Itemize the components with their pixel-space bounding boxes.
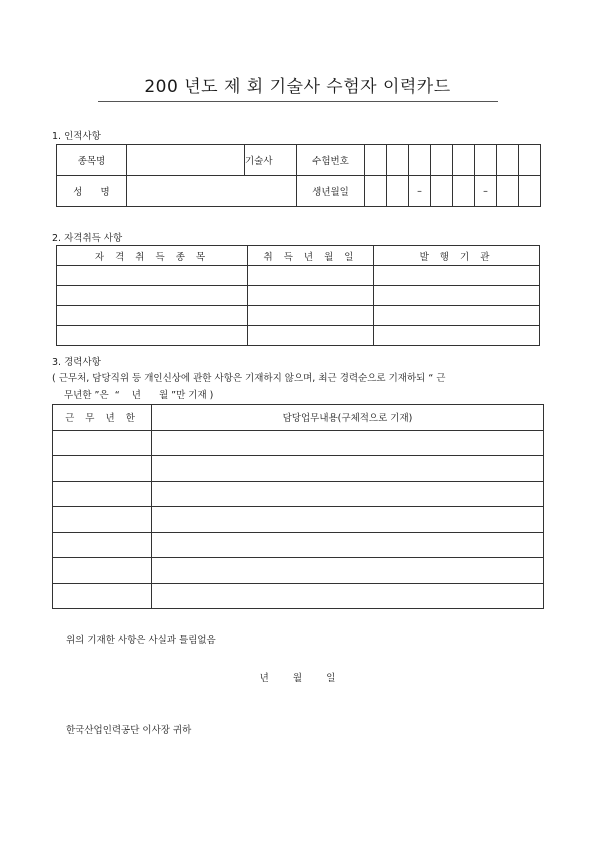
career-period-cell[interactable] bbox=[53, 430, 152, 456]
career-col-header: 근 무 년 한 bbox=[53, 405, 152, 431]
qualification-cell[interactable] bbox=[374, 326, 540, 346]
table-row bbox=[57, 326, 540, 346]
section3-heading: 3. 경력사항 bbox=[52, 357, 101, 368]
name-input[interactable] bbox=[127, 176, 297, 207]
career-duty-cell[interactable] bbox=[152, 583, 544, 609]
career-col-header: 담당업무내용(구체적으로 기재) bbox=[152, 405, 544, 431]
table-row bbox=[57, 306, 540, 326]
qualification-cell[interactable] bbox=[57, 306, 248, 326]
career-duty-cell[interactable] bbox=[152, 456, 544, 482]
qualification-table bbox=[56, 245, 540, 346]
qualification-cell[interactable] bbox=[374, 286, 540, 306]
title-underline bbox=[98, 101, 498, 102]
qualification-cell[interactable] bbox=[248, 306, 374, 326]
qualification-col-header: 자 격 취 득 종 목 bbox=[57, 246, 248, 266]
qualification-col-header: 발 행 기 관 bbox=[374, 246, 540, 266]
birth-digit[interactable] bbox=[497, 176, 519, 207]
career-duty-cell[interactable] bbox=[152, 507, 544, 533]
career-period-cell[interactable] bbox=[53, 507, 152, 533]
name-label: 성 명 bbox=[57, 176, 127, 207]
birth-digit[interactable] bbox=[453, 176, 475, 207]
career-period-cell[interactable] bbox=[53, 558, 152, 584]
birth-separator: – bbox=[409, 176, 431, 207]
table-row bbox=[53, 507, 544, 533]
career-period-cell[interactable] bbox=[53, 532, 152, 558]
field-input[interactable] bbox=[127, 145, 245, 176]
table-row bbox=[53, 532, 544, 558]
addressee-text: 한국산업인력공단 이사장 귀하 bbox=[66, 725, 192, 736]
date-line: 년 월 일 bbox=[259, 673, 336, 684]
birth-digit[interactable] bbox=[431, 176, 453, 207]
exam-no-digit[interactable] bbox=[431, 145, 453, 176]
exam-no-label: 수험번호 bbox=[297, 145, 365, 176]
section2-heading: 2. 자격취득 사항 bbox=[52, 233, 123, 244]
birth-digit[interactable] bbox=[519, 176, 541, 207]
section3-note-line2: 무년한 ”은 “ 년 월 ”만 기재 ) bbox=[64, 390, 214, 401]
table-row bbox=[53, 430, 544, 456]
qualification-cell[interactable] bbox=[57, 266, 248, 286]
exam-no-digit[interactable] bbox=[365, 145, 387, 176]
statement-text: 위의 기재한 사항은 사실과 틀림없음 bbox=[66, 635, 216, 646]
table-row bbox=[57, 266, 540, 286]
table-row bbox=[57, 286, 540, 306]
career-duty-cell[interactable] bbox=[152, 558, 544, 584]
exam-no-digit[interactable] bbox=[409, 145, 431, 176]
page-title: 200 년도 제 회 기술사 수험자 이력카드 bbox=[144, 77, 451, 97]
section3-note-line1: ( 근무처, 담당직위 등 개인신상에 관한 사항은 기재하지 않으며, 최근 경력순으로 기재하되 “ 근 bbox=[52, 373, 446, 384]
career-duty-cell[interactable] bbox=[152, 481, 544, 507]
field-suffix: 기술사 bbox=[245, 145, 297, 176]
personal-info-table bbox=[56, 144, 541, 207]
table-row bbox=[53, 558, 544, 584]
career-period-cell[interactable] bbox=[53, 583, 152, 609]
exam-no-digit[interactable] bbox=[497, 145, 519, 176]
exam-no-digit[interactable] bbox=[519, 145, 541, 176]
exam-no-digit[interactable] bbox=[387, 145, 409, 176]
career-duty-cell[interactable] bbox=[152, 430, 544, 456]
exam-no-digit[interactable] bbox=[453, 145, 475, 176]
career-duty-cell[interactable] bbox=[152, 532, 544, 558]
table-row bbox=[53, 456, 544, 482]
qualification-cell[interactable] bbox=[248, 286, 374, 306]
qualification-cell[interactable] bbox=[57, 286, 248, 306]
birth-digit[interactable] bbox=[387, 176, 409, 207]
table-row bbox=[53, 583, 544, 609]
birth-digit[interactable] bbox=[365, 176, 387, 207]
exam-no-digit[interactable] bbox=[475, 145, 497, 176]
qualification-col-header: 취 득 년 월 일 bbox=[248, 246, 374, 266]
section1-heading: 1. 인적사항 bbox=[52, 131, 101, 142]
qualification-cell[interactable] bbox=[57, 326, 248, 346]
birth-label: 생년월일 bbox=[297, 176, 365, 207]
qualification-cell[interactable] bbox=[374, 266, 540, 286]
field-label: 종목명 bbox=[57, 145, 127, 176]
qualification-cell[interactable] bbox=[248, 266, 374, 286]
qualification-cell[interactable] bbox=[248, 326, 374, 346]
career-period-cell[interactable] bbox=[53, 481, 152, 507]
career-period-cell[interactable] bbox=[53, 456, 152, 482]
career-table bbox=[52, 404, 544, 609]
qualification-cell[interactable] bbox=[374, 306, 540, 326]
table-row bbox=[53, 481, 544, 507]
birth-separator: – bbox=[475, 176, 497, 207]
